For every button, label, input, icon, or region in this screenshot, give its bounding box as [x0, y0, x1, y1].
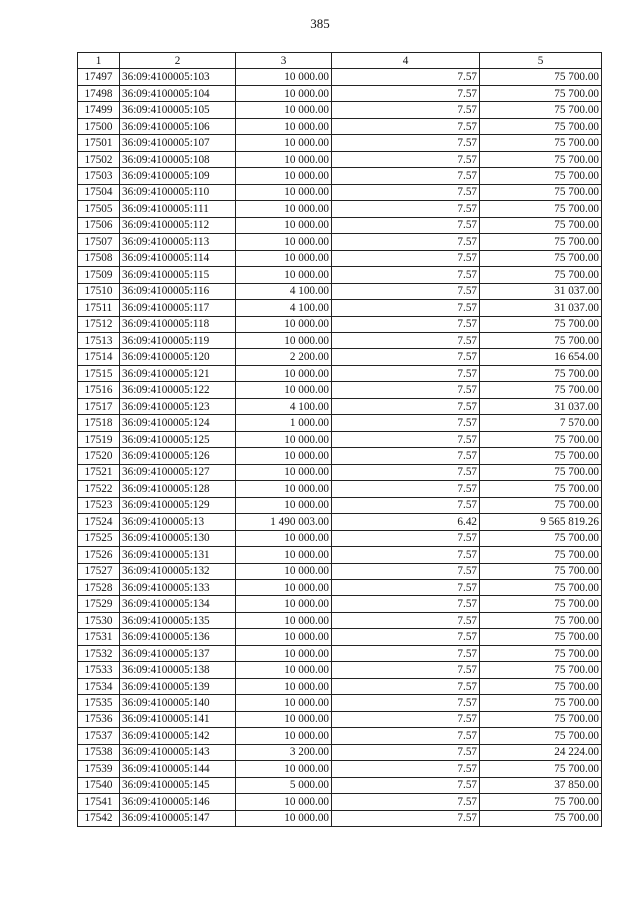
value-cell: 9 565 819.26	[480, 514, 602, 530]
area-cell: 10 000.00	[236, 250, 332, 266]
row-number-cell: 17502	[78, 151, 120, 167]
row-number-cell: 17508	[78, 250, 120, 266]
table-row	[78, 514, 602, 530]
value-cell: 75 700.00	[480, 596, 602, 612]
rate-cell: 7.57	[332, 662, 480, 678]
cadastral-number-cell: 36:09:4100005:130	[120, 530, 236, 546]
value-cell: 75 700.00	[480, 118, 602, 134]
row-number-cell: 17514	[78, 349, 120, 365]
rate-cell: 7.57	[332, 365, 480, 381]
cadastral-number-cell: 36:09:4100005:112	[120, 217, 236, 233]
rate-cell: 7.57	[332, 431, 480, 447]
row-number-cell: 17534	[78, 678, 120, 694]
row-number-cell: 17530	[78, 612, 120, 628]
area-cell: 1 000.00	[236, 415, 332, 431]
row-number-cell: 17498	[78, 85, 120, 101]
value-cell: 75 700.00	[480, 151, 602, 167]
cadastral-number-cell: 36:09:4100005:116	[120, 283, 236, 299]
cadastral-number-cell: 36:09:4100005:146	[120, 794, 236, 810]
rate-cell: 7.57	[332, 810, 480, 826]
cadastral-number-cell: 36:09:4100005:107	[120, 135, 236, 151]
cadastral-number-cell: 36:09:4100005:119	[120, 332, 236, 348]
value-cell: 75 700.00	[480, 201, 602, 217]
value-cell: 7 570.00	[480, 415, 602, 431]
value-cell: 75 700.00	[480, 217, 602, 233]
row-number-cell: 17501	[78, 135, 120, 151]
table-row	[78, 612, 602, 628]
cadastral-number-cell: 36:09:4100005:106	[120, 118, 236, 134]
header-col-3: 3	[236, 53, 332, 69]
area-cell: 10 000.00	[236, 580, 332, 596]
area-cell: 10 000.00	[236, 695, 332, 711]
table-row	[78, 744, 602, 760]
rate-cell: 7.57	[332, 135, 480, 151]
table-row	[78, 69, 602, 85]
table-row	[78, 761, 602, 777]
area-cell: 10 000.00	[236, 135, 332, 151]
cadastral-number-cell: 36:09:4100005:137	[120, 645, 236, 661]
table-row	[78, 497, 602, 513]
table-row	[78, 349, 602, 365]
table-row	[78, 398, 602, 414]
rate-cell: 7.57	[332, 530, 480, 546]
value-cell: 75 700.00	[480, 431, 602, 447]
table-row	[78, 563, 602, 579]
cadastral-number-cell: 36:09:4100005:129	[120, 497, 236, 513]
cadastral-number-cell: 36:09:4100005:127	[120, 464, 236, 480]
table-row	[78, 794, 602, 810]
table-row	[78, 267, 602, 283]
row-number-cell: 17518	[78, 415, 120, 431]
cadastral-number-cell: 36:09:4100005:125	[120, 431, 236, 447]
cadastral-number-cell: 36:09:4100005:123	[120, 398, 236, 414]
table-row	[78, 102, 602, 118]
cadastral-number-cell: 36:09:4100005:111	[120, 201, 236, 217]
value-cell: 75 700.00	[480, 580, 602, 596]
row-number-cell: 17523	[78, 497, 120, 513]
row-number-cell: 17526	[78, 547, 120, 563]
row-number-cell: 17519	[78, 431, 120, 447]
table-row	[78, 250, 602, 266]
rate-cell: 7.57	[332, 580, 480, 596]
value-cell: 75 700.00	[480, 711, 602, 727]
table-header-row	[78, 53, 602, 69]
row-number-cell: 17520	[78, 448, 120, 464]
table-row	[78, 678, 602, 694]
area-cell: 2 200.00	[236, 349, 332, 365]
rate-cell: 7.57	[332, 201, 480, 217]
rate-cell: 7.57	[332, 744, 480, 760]
area-cell: 10 000.00	[236, 547, 332, 563]
cadastral-number-cell: 36:09:4100005:124	[120, 415, 236, 431]
cadastral-number-cell: 36:09:4100005:143	[120, 744, 236, 760]
value-cell: 75 700.00	[480, 481, 602, 497]
row-number-cell: 17538	[78, 744, 120, 760]
cadastral-number-cell: 36:09:4100005:139	[120, 678, 236, 694]
table-row	[78, 448, 602, 464]
table-body	[78, 53, 602, 827]
header-col-1: 1	[78, 53, 120, 69]
data-table	[77, 52, 602, 827]
value-cell: 75 700.00	[480, 662, 602, 678]
value-cell: 75 700.00	[480, 135, 602, 151]
area-cell: 10 000.00	[236, 678, 332, 694]
value-cell: 75 700.00	[480, 794, 602, 810]
value-cell: 24 224.00	[480, 744, 602, 760]
rate-cell: 7.57	[332, 217, 480, 233]
cadastral-number-cell: 36:09:4100005:147	[120, 810, 236, 826]
area-cell: 3 200.00	[236, 744, 332, 760]
header-col-5: 5	[480, 53, 602, 69]
rate-cell: 7.57	[332, 102, 480, 118]
area-cell: 10 000.00	[236, 168, 332, 184]
row-number-cell: 17533	[78, 662, 120, 678]
area-cell: 10 000.00	[236, 711, 332, 727]
area-cell: 10 000.00	[236, 530, 332, 546]
area-cell: 10 000.00	[236, 662, 332, 678]
table-row	[78, 184, 602, 200]
value-cell: 75 700.00	[480, 382, 602, 398]
cadastral-number-cell: 36:09:4100005:135	[120, 612, 236, 628]
area-cell: 10 000.00	[236, 497, 332, 513]
area-cell: 10 000.00	[236, 464, 332, 480]
cadastral-number-cell: 36:09:4100005:115	[120, 267, 236, 283]
value-cell: 75 700.00	[480, 365, 602, 381]
area-cell: 10 000.00	[236, 629, 332, 645]
row-number-cell: 17515	[78, 365, 120, 381]
rate-cell: 7.57	[332, 695, 480, 711]
rate-cell: 7.57	[332, 612, 480, 628]
area-cell: 10 000.00	[236, 151, 332, 167]
row-number-cell: 17541	[78, 794, 120, 810]
rate-cell: 7.57	[332, 645, 480, 661]
area-cell: 10 000.00	[236, 596, 332, 612]
table-row	[78, 332, 602, 348]
table-row	[78, 135, 602, 151]
area-cell: 10 000.00	[236, 184, 332, 200]
table-row	[78, 431, 602, 447]
value-cell: 75 700.00	[480, 448, 602, 464]
rate-cell: 7.57	[332, 761, 480, 777]
table-row	[78, 300, 602, 316]
cadastral-number-cell: 36:09:4100005:131	[120, 547, 236, 563]
value-cell: 75 700.00	[480, 316, 602, 332]
header-col-4: 4	[332, 53, 480, 69]
cadastral-number-cell: 36:09:4100005:104	[120, 85, 236, 101]
area-cell: 10 000.00	[236, 645, 332, 661]
row-number-cell: 17499	[78, 102, 120, 118]
value-cell: 75 700.00	[480, 234, 602, 250]
rate-cell: 7.57	[332, 678, 480, 694]
table-row	[78, 316, 602, 332]
row-number-cell: 17497	[78, 69, 120, 85]
value-cell: 75 700.00	[480, 761, 602, 777]
cadastral-number-cell: 36:09:4100005:108	[120, 151, 236, 167]
area-cell: 5 000.00	[236, 777, 332, 793]
row-number-cell: 17536	[78, 711, 120, 727]
row-number-cell: 17535	[78, 695, 120, 711]
row-number-cell: 17505	[78, 201, 120, 217]
area-cell: 10 000.00	[236, 201, 332, 217]
rate-cell: 7.57	[332, 382, 480, 398]
page-number: 385	[310, 16, 330, 31]
area-cell: 10 000.00	[236, 481, 332, 497]
cadastral-number-cell: 36:09:4100005:141	[120, 711, 236, 727]
value-cell: 75 700.00	[480, 563, 602, 579]
value-cell: 31 037.00	[480, 300, 602, 316]
row-number-cell: 17521	[78, 464, 120, 480]
table-row	[78, 530, 602, 546]
cadastral-number-cell: 36:09:4100005:138	[120, 662, 236, 678]
rate-cell: 7.57	[332, 497, 480, 513]
table-row	[78, 382, 602, 398]
rate-cell: 7.57	[332, 481, 480, 497]
cadastral-number-cell: 36:09:4100005:114	[120, 250, 236, 266]
area-cell: 10 000.00	[236, 563, 332, 579]
cadastral-number-cell: 36:09:4100005:144	[120, 761, 236, 777]
area-cell: 10 000.00	[236, 612, 332, 628]
rate-cell: 7.57	[332, 300, 480, 316]
area-cell: 4 100.00	[236, 300, 332, 316]
value-cell: 75 700.00	[480, 612, 602, 628]
row-number-cell: 17512	[78, 316, 120, 332]
table-row	[78, 283, 602, 299]
area-cell: 10 000.00	[236, 102, 332, 118]
value-cell: 75 700.00	[480, 102, 602, 118]
cadastral-number-cell: 36:09:4100005:103	[120, 69, 236, 85]
value-cell: 31 037.00	[480, 398, 602, 414]
row-number-cell: 17532	[78, 645, 120, 661]
cadastral-number-cell: 36:09:4100005:134	[120, 596, 236, 612]
row-number-cell: 17525	[78, 530, 120, 546]
row-number-cell: 17531	[78, 629, 120, 645]
value-cell: 75 700.00	[480, 728, 602, 744]
row-number-cell: 17537	[78, 728, 120, 744]
table-row	[78, 464, 602, 480]
value-cell: 75 700.00	[480, 547, 602, 563]
cadastral-number-cell: 36:09:4100005:117	[120, 300, 236, 316]
rate-cell: 7.57	[332, 69, 480, 85]
row-number-cell: 17517	[78, 398, 120, 414]
table-row	[78, 629, 602, 645]
table-row	[78, 711, 602, 727]
table-row	[78, 481, 602, 497]
cadastral-number-cell: 36:09:4100005:118	[120, 316, 236, 332]
row-number-cell: 17506	[78, 217, 120, 233]
area-cell: 10 000.00	[236, 382, 332, 398]
table-row	[78, 580, 602, 596]
area-cell: 10 000.00	[236, 69, 332, 85]
area-cell: 10 000.00	[236, 118, 332, 134]
area-cell: 1 490 003.00	[236, 514, 332, 530]
area-cell: 10 000.00	[236, 332, 332, 348]
table-row	[78, 415, 602, 431]
row-number-cell: 17527	[78, 563, 120, 579]
area-cell: 4 100.00	[236, 283, 332, 299]
cadastral-number-cell: 36:09:4100005:110	[120, 184, 236, 200]
area-cell: 10 000.00	[236, 267, 332, 283]
rate-cell: 7.57	[332, 728, 480, 744]
cadastral-number-cell: 36:09:4100005:113	[120, 234, 236, 250]
row-number-cell: 17509	[78, 267, 120, 283]
row-number-cell: 17529	[78, 596, 120, 612]
cadastral-number-cell: 36:09:4100005:132	[120, 563, 236, 579]
cadastral-number-cell: 36:09:4100005:140	[120, 695, 236, 711]
row-number-cell: 17511	[78, 300, 120, 316]
rate-cell: 7.57	[332, 168, 480, 184]
area-cell: 10 000.00	[236, 794, 332, 810]
rate-cell: 7.57	[332, 118, 480, 134]
rate-cell: 7.57	[332, 283, 480, 299]
rate-cell: 7.57	[332, 794, 480, 810]
area-cell: 10 000.00	[236, 431, 332, 447]
cadastral-number-cell: 36:09:4100005:142	[120, 728, 236, 744]
row-number-cell: 17516	[78, 382, 120, 398]
area-cell: 10 000.00	[236, 85, 332, 101]
rate-cell: 7.57	[332, 234, 480, 250]
value-cell: 37 850.00	[480, 777, 602, 793]
table-row	[78, 234, 602, 250]
row-number-cell: 17513	[78, 332, 120, 348]
value-cell: 75 700.00	[480, 530, 602, 546]
row-number-cell: 17539	[78, 761, 120, 777]
value-cell: 75 700.00	[480, 645, 602, 661]
row-number-cell: 17542	[78, 810, 120, 826]
value-cell: 75 700.00	[480, 497, 602, 513]
cadastral-number-cell: 36:09:4100005:136	[120, 629, 236, 645]
value-cell: 75 700.00	[480, 250, 602, 266]
table-row	[78, 728, 602, 744]
row-number-cell: 17500	[78, 118, 120, 134]
rate-cell: 7.57	[332, 464, 480, 480]
cadastral-number-cell: 36:09:4100005:120	[120, 349, 236, 365]
value-cell: 16 654.00	[480, 349, 602, 365]
cadastral-number-cell: 36:09:4100005:145	[120, 777, 236, 793]
table-row	[78, 810, 602, 826]
table-row	[78, 695, 602, 711]
value-cell: 75 700.00	[480, 464, 602, 480]
rate-cell: 7.57	[332, 711, 480, 727]
area-cell: 10 000.00	[236, 217, 332, 233]
value-cell: 75 700.00	[480, 69, 602, 85]
value-cell: 75 700.00	[480, 629, 602, 645]
rate-cell: 7.57	[332, 777, 480, 793]
value-cell: 75 700.00	[480, 168, 602, 184]
value-cell: 75 700.00	[480, 695, 602, 711]
row-number-cell: 17504	[78, 184, 120, 200]
area-cell: 10 000.00	[236, 234, 332, 250]
rate-cell: 6.42	[332, 514, 480, 530]
table-row	[78, 151, 602, 167]
row-number-cell: 17503	[78, 168, 120, 184]
table-row	[78, 645, 602, 661]
value-cell: 75 700.00	[480, 678, 602, 694]
cadastral-number-cell: 36:09:4100005:105	[120, 102, 236, 118]
row-number-cell: 17522	[78, 481, 120, 497]
row-number-cell: 17524	[78, 514, 120, 530]
cadastral-number-cell: 36:09:4100005:126	[120, 448, 236, 464]
rate-cell: 7.57	[332, 332, 480, 348]
table-row	[78, 596, 602, 612]
cadastral-number-cell: 36:09:4100005:13	[120, 514, 236, 530]
area-cell: 10 000.00	[236, 448, 332, 464]
rate-cell: 7.57	[332, 415, 480, 431]
table-row	[78, 118, 602, 134]
row-number-cell: 17528	[78, 580, 120, 596]
table-row	[78, 201, 602, 217]
value-cell: 75 700.00	[480, 184, 602, 200]
value-cell: 31 037.00	[480, 283, 602, 299]
cadastral-number-cell: 36:09:4100005:122	[120, 382, 236, 398]
rate-cell: 7.57	[332, 316, 480, 332]
area-cell: 10 000.00	[236, 728, 332, 744]
cadastral-number-cell: 36:09:4100005:121	[120, 365, 236, 381]
value-cell: 75 700.00	[480, 810, 602, 826]
rate-cell: 7.57	[332, 596, 480, 612]
row-number-cell: 17507	[78, 234, 120, 250]
rate-cell: 7.57	[332, 448, 480, 464]
rate-cell: 7.57	[332, 85, 480, 101]
header-col-2: 2	[120, 53, 236, 69]
rate-cell: 7.57	[332, 151, 480, 167]
value-cell: 75 700.00	[480, 332, 602, 348]
rate-cell: 7.57	[332, 398, 480, 414]
area-cell: 4 100.00	[236, 398, 332, 414]
rate-cell: 7.57	[332, 184, 480, 200]
rate-cell: 7.57	[332, 267, 480, 283]
table-row	[78, 547, 602, 563]
rate-cell: 7.57	[332, 563, 480, 579]
table-row	[78, 777, 602, 793]
rate-cell: 7.57	[332, 349, 480, 365]
rate-cell: 7.57	[332, 629, 480, 645]
area-cell: 10 000.00	[236, 761, 332, 777]
table-row	[78, 217, 602, 233]
rate-cell: 7.57	[332, 547, 480, 563]
area-cell: 10 000.00	[236, 810, 332, 826]
value-cell: 75 700.00	[480, 85, 602, 101]
row-number-cell: 17540	[78, 777, 120, 793]
row-number-cell: 17510	[78, 283, 120, 299]
rate-cell: 7.57	[332, 250, 480, 266]
table-row	[78, 168, 602, 184]
area-cell: 10 000.00	[236, 365, 332, 381]
table-row	[78, 662, 602, 678]
table-row	[78, 365, 602, 381]
cadastral-number-cell: 36:09:4100005:109	[120, 168, 236, 184]
cadastral-number-cell: 36:09:4100005:133	[120, 580, 236, 596]
value-cell: 75 700.00	[480, 267, 602, 283]
area-cell: 10 000.00	[236, 316, 332, 332]
cadastral-number-cell: 36:09:4100005:128	[120, 481, 236, 497]
table-row	[78, 85, 602, 101]
